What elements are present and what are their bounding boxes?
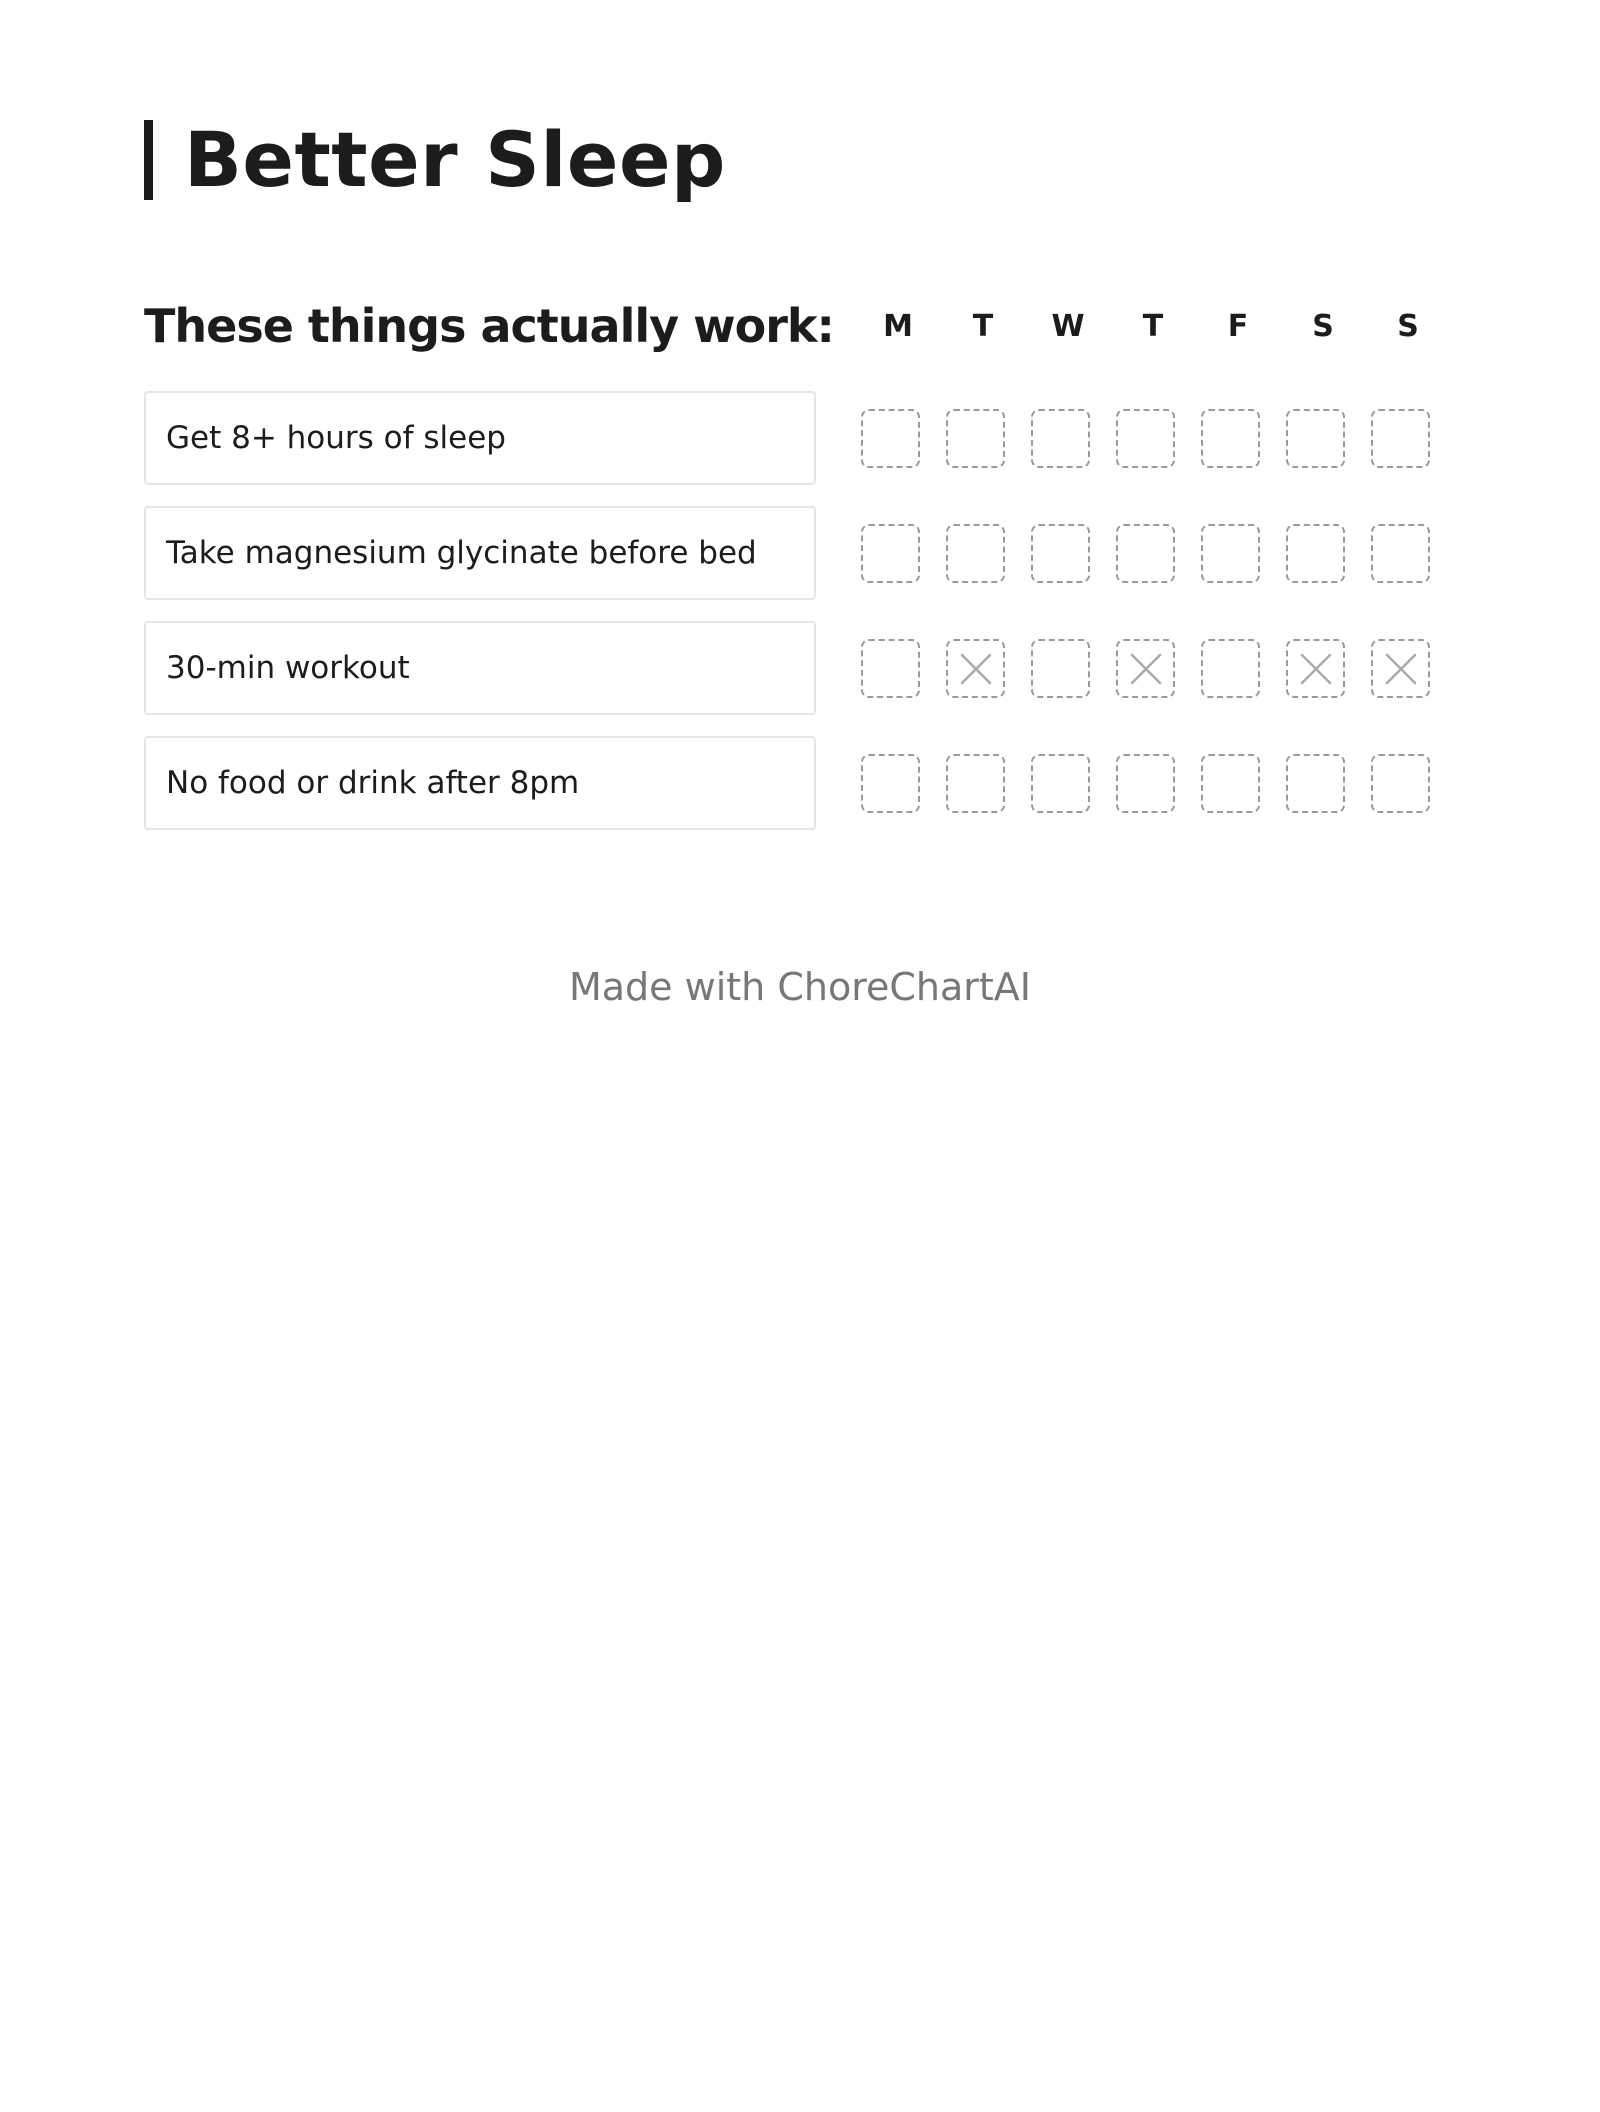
day-header-tue: T (972, 309, 994, 344)
title-accent-bar (144, 120, 153, 200)
checkbox-mon[interactable] (861, 409, 920, 468)
checkbox-fri[interactable] (1201, 639, 1260, 698)
checkbox-sat[interactable] (1286, 754, 1345, 813)
checkbox-tue[interactable] (946, 639, 1005, 698)
check-x-icon (960, 653, 992, 685)
checkbox-tue[interactable] (946, 754, 1005, 813)
check-x-icon (1300, 653, 1332, 685)
task-item: Get 8+ hours of sleep (144, 391, 816, 485)
checkbox-sun[interactable] (1371, 524, 1430, 583)
checkbox-sat[interactable] (1286, 409, 1345, 468)
task-item: Take magnesium glycinate before bed (144, 506, 816, 600)
task-item: 30-min workout (144, 621, 816, 715)
chart-title (144, 115, 726, 204)
checkbox-tue[interactable] (946, 409, 1005, 468)
checkbox-thu[interactable] (1116, 524, 1175, 583)
check-x-icon (1385, 653, 1417, 685)
day-header-sun: S (1397, 309, 1419, 344)
checkbox-fri[interactable] (1201, 754, 1260, 813)
checkbox-sat[interactable] (1286, 524, 1345, 583)
checkbox-wed[interactable] (1031, 524, 1090, 583)
checkbox-thu[interactable] (1116, 639, 1175, 698)
checkbox-tue[interactable] (946, 524, 1005, 583)
day-header-fri: F (1227, 309, 1249, 344)
checkbox-sat[interactable] (1286, 639, 1345, 698)
footer-credit: Made with ChoreChartAI (568, 965, 1031, 1009)
day-header-wed: W (1051, 309, 1085, 344)
checkbox-mon[interactable] (861, 639, 920, 698)
section-heading: These things actually work: (144, 299, 834, 353)
checkbox-sun[interactable] (1371, 754, 1430, 813)
checkbox-mon[interactable] (861, 754, 920, 813)
check-x-icon (1130, 653, 1162, 685)
checkbox-thu[interactable] (1116, 409, 1175, 468)
page-title: Better Sleep (184, 115, 726, 204)
checkbox-wed[interactable] (1031, 409, 1090, 468)
checkbox-thu[interactable] (1116, 754, 1175, 813)
checkbox-mon[interactable] (861, 524, 920, 583)
day-header-mon: M (883, 309, 913, 344)
checkbox-sun[interactable] (1371, 639, 1430, 698)
checkbox-sun[interactable] (1371, 409, 1430, 468)
day-header-sat: S (1312, 309, 1334, 344)
checkbox-fri[interactable] (1201, 524, 1260, 583)
task-item: No food or drink after 8pm (144, 736, 816, 830)
checkbox-wed[interactable] (1031, 639, 1090, 698)
day-header-thu: T (1142, 309, 1164, 344)
checkbox-wed[interactable] (1031, 754, 1090, 813)
checkbox-fri[interactable] (1201, 409, 1260, 468)
